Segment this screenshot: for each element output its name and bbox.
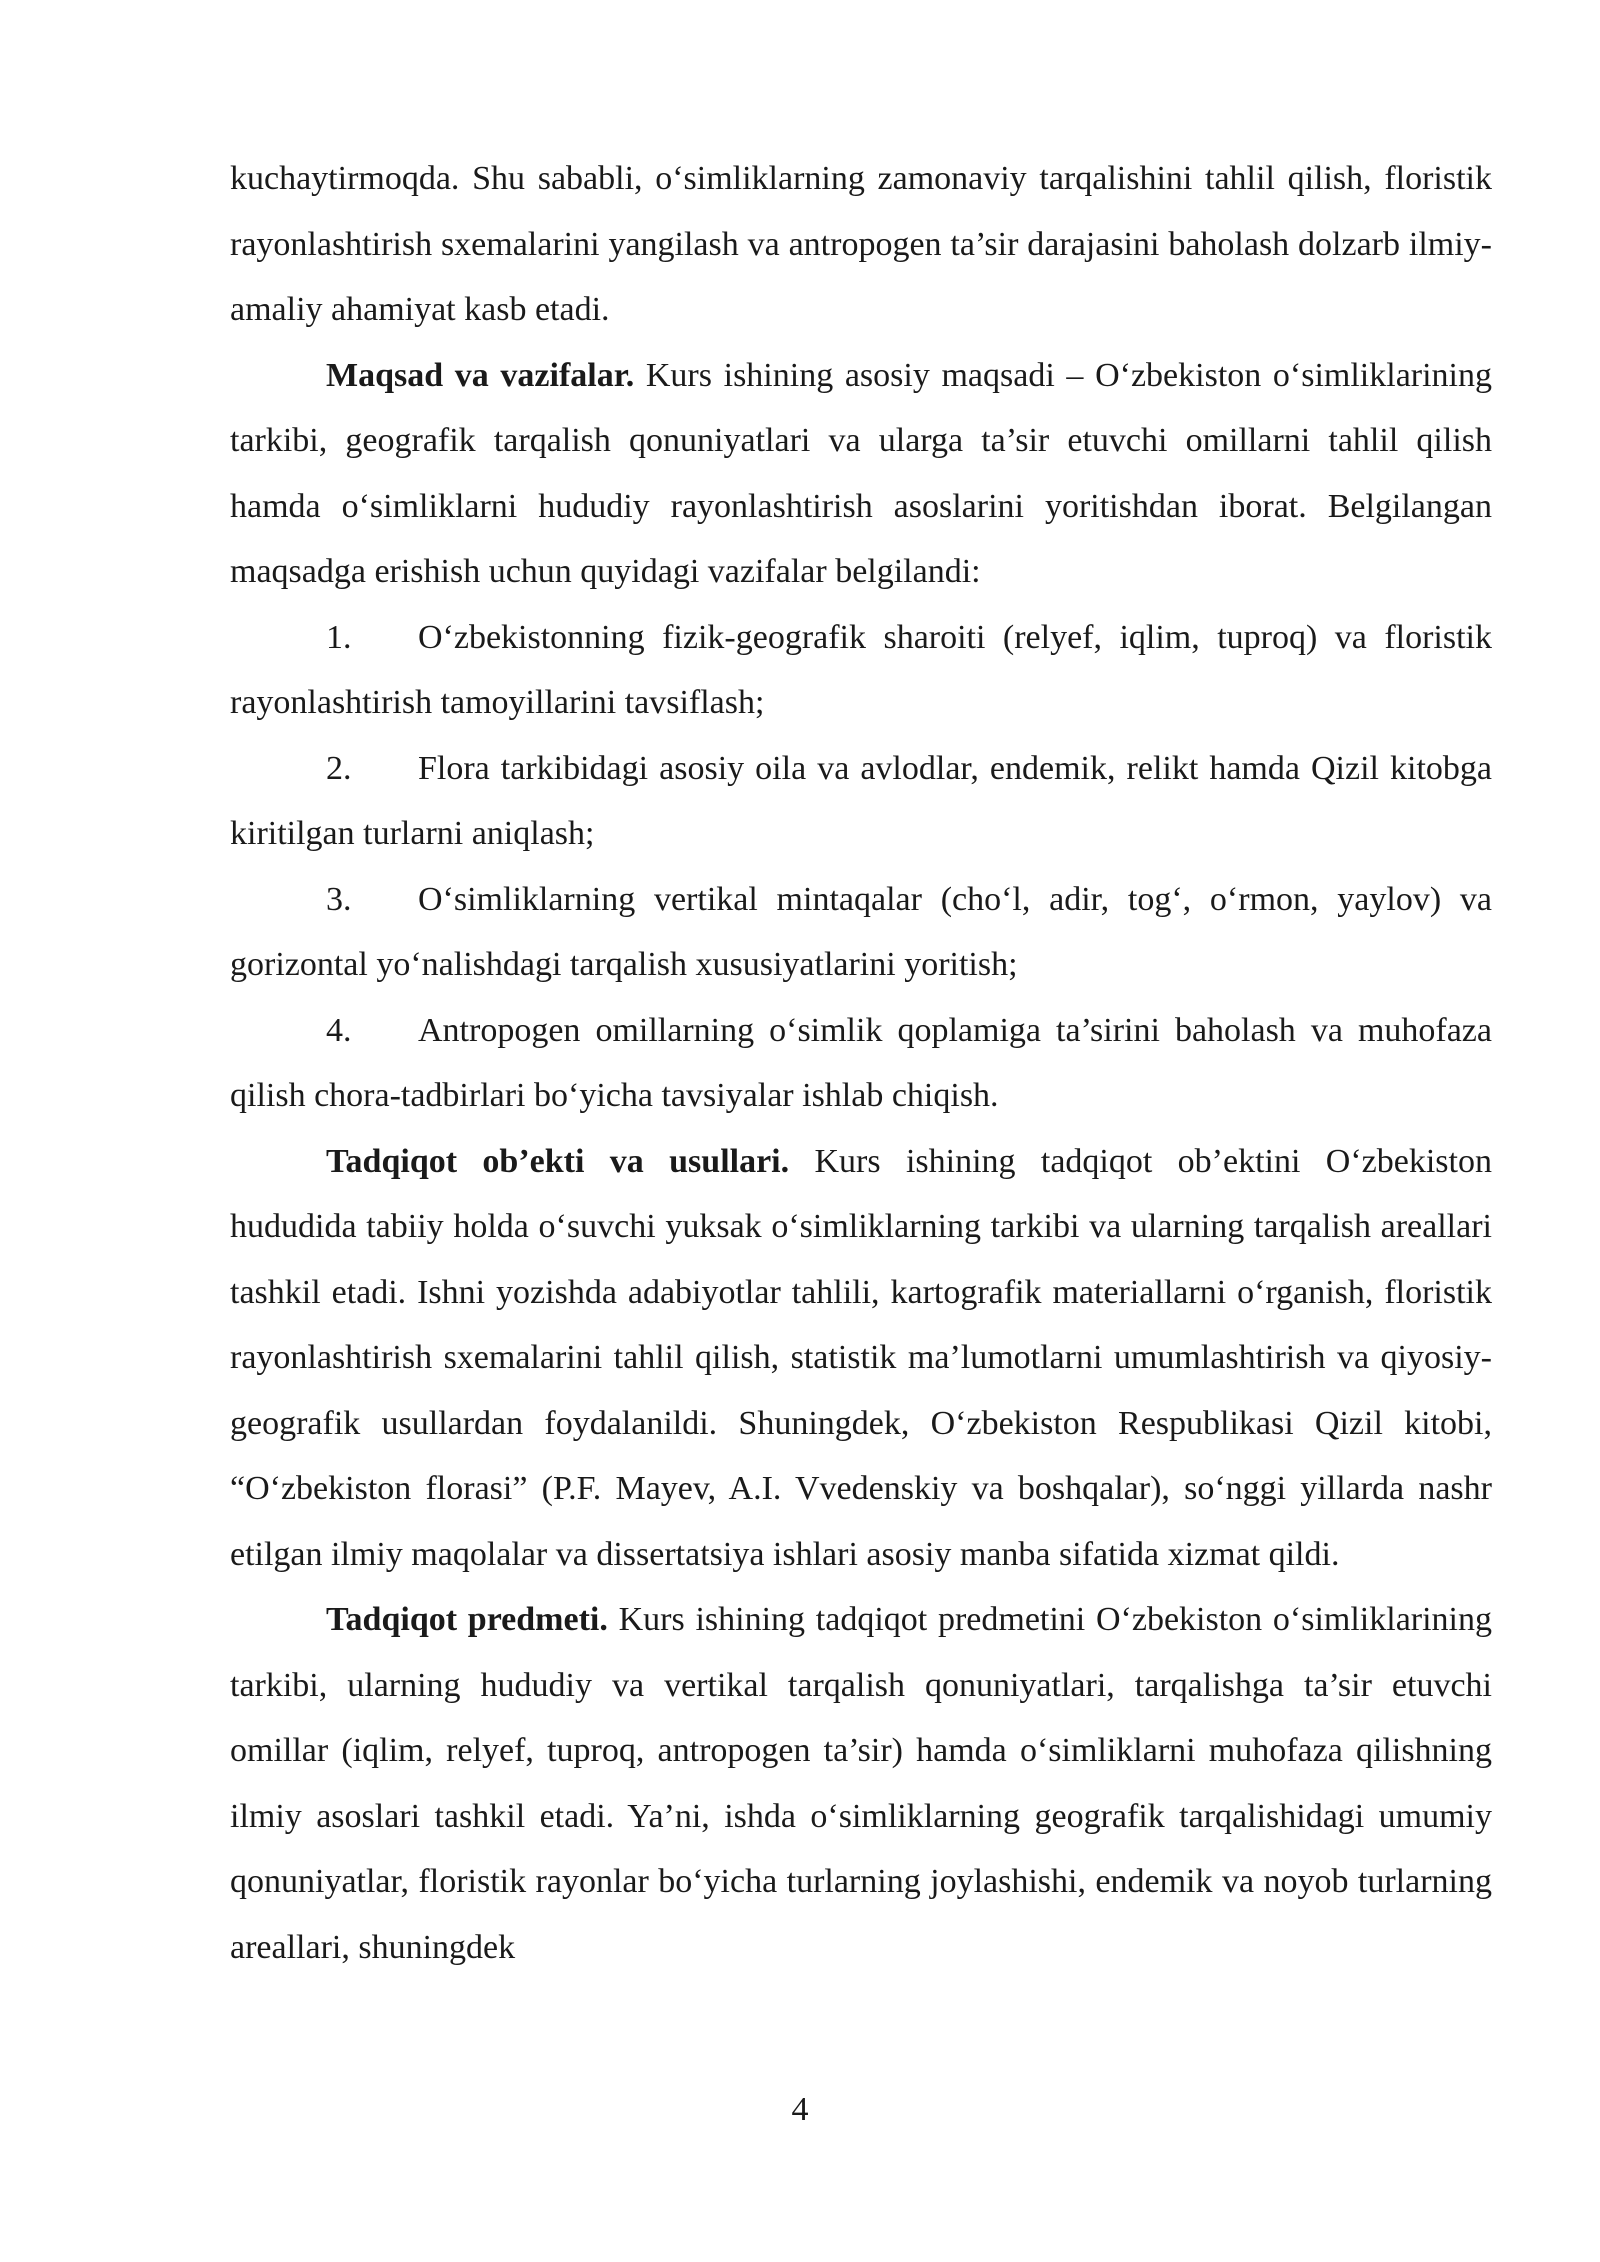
page-number: 4: [791, 2091, 809, 2128]
task-text: O‘zbekistonning fizik-geografik sharoiti (relyef, iqlim, tuproq) va floristik rayonlashtirish tamoyillarini tavsiflash;: [230, 618, 1492, 721]
subject-paragraph: [230, 1587, 1492, 1980]
task-number: 2.: [326, 749, 352, 787]
goals-paragraph: [230, 343, 1492, 605]
subject-text: Kurs ishining tadqiqot predmetini O‘zbekiston o‘simliklarining tarkibi, ularning hududiy va vertikal tarqalish qonuniyatlari, tarqalishga ta’sir etuvchi omillar (iqlim, relyef, tuproq, antropogen ta’sir) hamda o‘simliklarni muhofaza qilishning ilmiy asoslari tashkil etadi. Ya’ni, ishda o‘simliklarning geografik tarqalishidagi umumiy qonuniyatlar, floristik rayonlar bo‘yicha turlarning joylashishi, endemik va noyob turlarning areallari, shuningdek: [230, 1601, 1493, 1966]
task-number: 1.: [326, 618, 352, 656]
goals-heading: Maqsad va vazifalar.: [326, 356, 635, 394]
subject-heading: Tadqiqot predmeti.: [326, 1601, 608, 1638]
intro-paragraph: [230, 146, 1492, 343]
object-paragraph: [230, 1129, 1492, 1588]
task-item-4: [230, 998, 1492, 1129]
task-number: 3.: [326, 880, 352, 918]
object-text: Kurs ishining tadqiqot ob’ektini O‘zbekiston hududida tabiiy holda o‘suvchi yuksak o‘simliklarning tarkibi va ularning tarqalish areallari tashkil etadi. Ishni yozishda adabiyotlar tahlili, kartografik materiallarni o‘rganish, floristik rayonlashtirish sxemalarini tahlil qilish, statistik ma’lumotlarni umumlashtirish va qiyosiy-geografik usullardan foydalanildi. Shuningdek, O‘zbekiston Respublikasi Qizil kitobi, “O‘zbekiston florasi” (P.F. Mayev, A.I. Vvedenskiy va boshqalar), so‘nggi yillarda nashr etilgan ilmiy maqolalar va dissertatsiya ishlari asosiy manba sifatida xizmat qildi.: [230, 1142, 1492, 1573]
object-heading: Tadqiqot ob’ekti va usullari.: [326, 1142, 790, 1180]
task-item-1: [230, 605, 1492, 736]
task-item-2: [230, 736, 1492, 867]
goals-text: Kurs ishining asosiy maqsadi – O‘zbekiston o‘simliklarining tarkibi, geografik tarqalish qonuniyatlari va ularga ta’sir etuvchi omillarni tahlil qilish hamda o‘simliklarni hududiy rayonlashtirish asoslarini yoritishdan iborat. Belgilangan maqsadga erishish uchun quyidagi vazifalar belgilandi:: [230, 356, 1492, 590]
task-text: O‘simliklarning vertikal mintaqalar (cho‘l, adir, tog‘, o‘rmon, yaylov) va gorizontal yo‘nalishdagi tarqalish xususiyatlarini yoritish;: [230, 880, 1492, 983]
task-number: 4.: [326, 1011, 352, 1049]
task-text: Antropogen omillarning o‘simlik qoplamiga ta’sirini baholash va muhofaza qilish chora-tadbirlari bo‘yicha tavsiyalar ishlab chiqish.: [230, 1011, 1492, 1114]
task-text: Flora tarkibidagi asosiy oila va avlodlar, endemik, relikt hamda Qizil kitobga kiritilgan turlarni aniqlash;: [230, 749, 1492, 852]
intro-text: kuchaytirmoqda. Shu sababli, o‘simliklarning zamonaviy tarqalishini tahlil qilish, floristik rayonlashtirish sxemalarini yangilash va antropogen ta’sir darajasini baholash dolzarb ilmiy-amaliy ahamiyat kasb etadi.: [230, 160, 1492, 328]
task-item-3: [230, 867, 1492, 998]
document-page: [230, 146, 1492, 1980]
